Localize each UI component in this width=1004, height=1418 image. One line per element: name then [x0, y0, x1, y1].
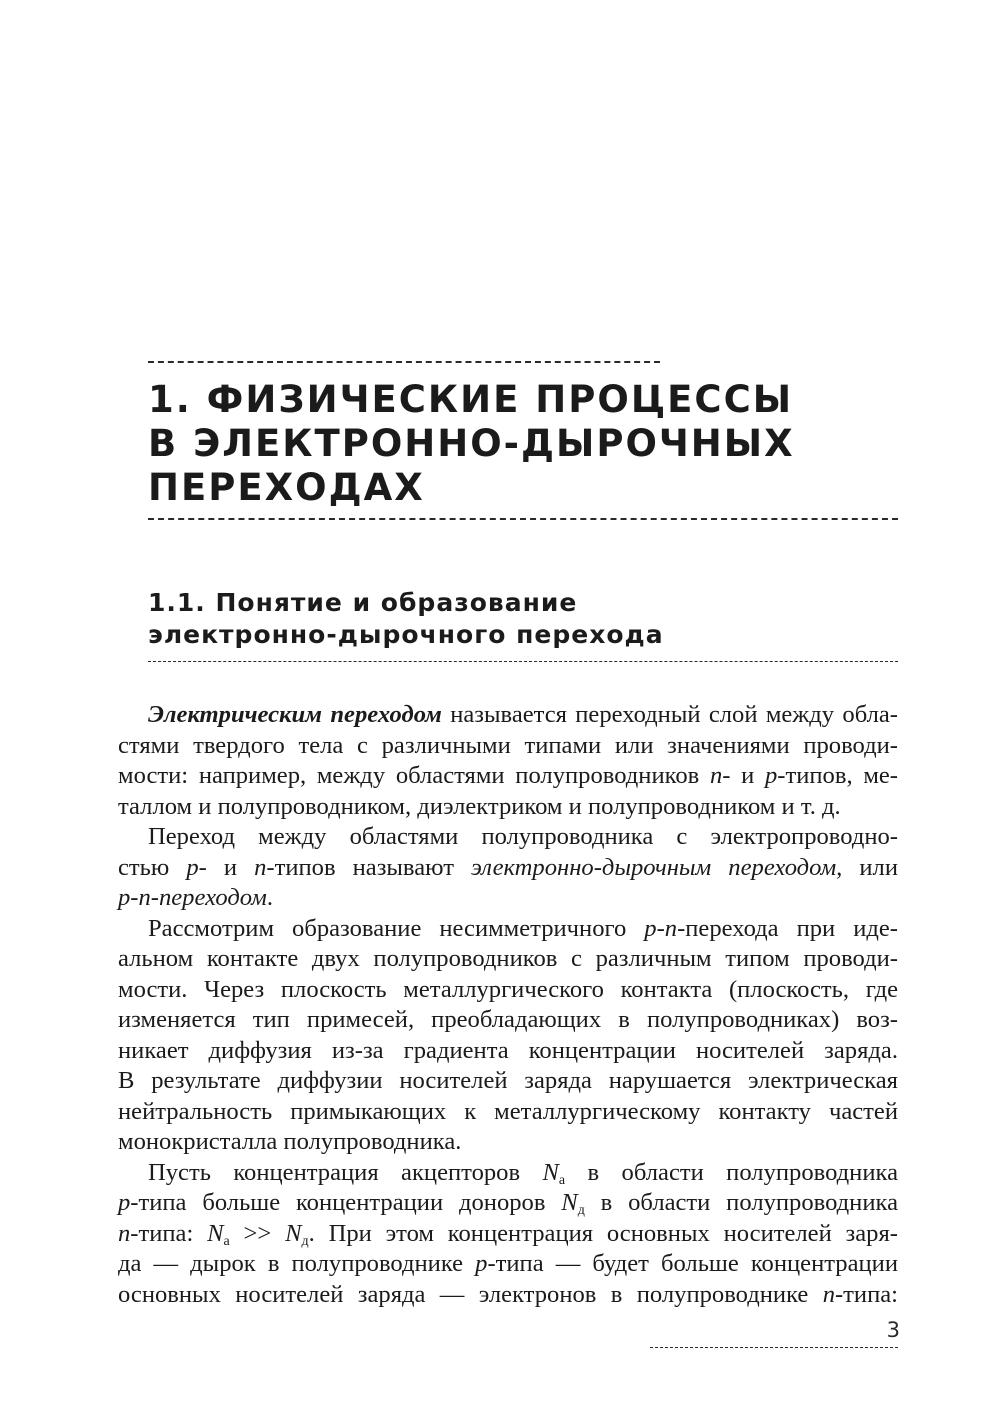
term-pn-perehod: p-n-переходом: [118, 884, 267, 911]
symbol-p: p: [475, 1250, 488, 1277]
symbol-p: p: [765, 762, 778, 789]
symbol-n: n: [709, 762, 723, 789]
chapter-title-line-1: 1. ФИЗИЧЕСКИЕ ПРОЦЕССЫ: [148, 378, 794, 421]
footer-rule: [650, 1347, 898, 1348]
chapter-title-line-3: ПЕРЕХОДАХ: [148, 466, 425, 509]
text-run: да — дырок в полупроводнике: [118, 1250, 476, 1277]
text-line: нейтральность примыкающих к металлургическому контакту частей: [118, 1097, 898, 1125]
text-run: . При этом концентрация основных носителей заря-: [308, 1219, 898, 1247]
symbol-N: N: [561, 1189, 578, 1216]
text-line: [118, 883, 898, 914]
text-run: Пусть концентрация акцепторов: [148, 1158, 543, 1186]
symbol-pn: p-n: [644, 914, 678, 942]
subscript-d: д: [577, 1203, 585, 1218]
text-run: -типа:: [834, 1280, 898, 1308]
paragraph-3: [118, 914, 898, 1158]
text-line: [118, 700, 898, 731]
text-run: -типа больше концентрации доноров: [130, 1189, 562, 1216]
paragraph-4: [118, 1158, 898, 1311]
text-run: .: [266, 884, 274, 911]
page-number: 3: [886, 1318, 900, 1342]
text-run: основных носителей заряда — электронов в полупроводнике: [118, 1280, 823, 1308]
symbol-n: n: [254, 853, 267, 881]
term-pn-junction: электронно-дырочным переходом,: [471, 853, 843, 881]
text-run: -типа — будет больше концентрации: [487, 1250, 898, 1277]
text-line: [118, 853, 898, 884]
subscript-a: а: [558, 1172, 566, 1188]
text-run: - и: [198, 853, 255, 881]
text-run: -перехода при иде-: [677, 914, 898, 942]
symbol-n: n: [822, 1280, 835, 1308]
text-line: [118, 1249, 898, 1280]
subscript-d: д: [301, 1233, 309, 1249]
chapter-top-rule: [148, 361, 660, 363]
text-run: стью: [118, 853, 187, 881]
text-line: монокристалла полупроводника.: [118, 1128, 462, 1155]
section-bottom-rule: [148, 661, 898, 662]
text-run: или: [842, 853, 898, 881]
text-line: никает диффузия из-за градиента концентрации носителей заряда.: [118, 1036, 898, 1064]
subscript-a: а: [223, 1233, 230, 1249]
symbol-N: N: [542, 1158, 559, 1186]
text-line: таллом и полупроводником, диэлектриком и полупроводником и т. д.: [118, 792, 841, 820]
symbol-n: n: [118, 1219, 131, 1247]
text-run: -типов называют: [266, 853, 471, 881]
text-run: называется переходный слой между обла-: [441, 701, 898, 728]
text-line: [118, 1219, 898, 1250]
text-line: [118, 761, 898, 792]
body-text: [118, 700, 898, 1310]
chapter-title-line-2: В ЭЛЕКТРОННО-ДЫРОЧНЫХ: [148, 422, 795, 465]
text-line: [118, 1280, 898, 1311]
section-title-line-1: 1.1. Понятие и образование: [148, 588, 578, 617]
text-line: [118, 1158, 898, 1189]
section-title: [148, 587, 908, 651]
symbol-p: p: [186, 853, 199, 881]
text-line: изменяется тип примесей, преобладающих в полупроводниках) воз-: [118, 1006, 898, 1033]
text-run: - и: [722, 762, 765, 789]
symbol-p: p: [118, 1189, 131, 1216]
chapter-bottom-rule: [148, 518, 898, 520]
text-run: -типов, ме-: [777, 762, 898, 789]
text-run: в области полупроводника: [565, 1158, 898, 1186]
text-line: Переход между областями полупроводника с электропроводно-: [148, 823, 898, 850]
symbol-N: N: [285, 1219, 302, 1247]
text-line: альном контакте двух полупроводников с различным типом проводи-: [118, 945, 898, 972]
text-line: мости. Через плоскость металлургического контакта (плоскость, где: [118, 975, 898, 1003]
text-run: Рассмотрим образование несимметричного: [148, 914, 645, 942]
text-line: [118, 1188, 898, 1219]
text-line: стями твердого тела с различными типами или значениями проводи-: [118, 731, 898, 759]
text-run: мости: например, между областями полупроводников: [118, 762, 710, 789]
chapter-title: [148, 378, 908, 510]
text-line: [118, 914, 898, 945]
paragraph-2: [118, 822, 898, 914]
symbol-N: N: [207, 1219, 224, 1247]
term-electric-junction: Электрическим переходом: [148, 701, 442, 728]
section-title-line-2: электронно-дырочного перехода: [148, 620, 664, 649]
text-run: -типа:: [130, 1219, 208, 1247]
paragraph-1: [118, 700, 898, 822]
text-line: В результате диффузии носителей заряда нарушается электрическая: [118, 1067, 898, 1094]
text-run: в области полупроводника: [584, 1189, 898, 1216]
text-run: >>: [229, 1219, 286, 1247]
